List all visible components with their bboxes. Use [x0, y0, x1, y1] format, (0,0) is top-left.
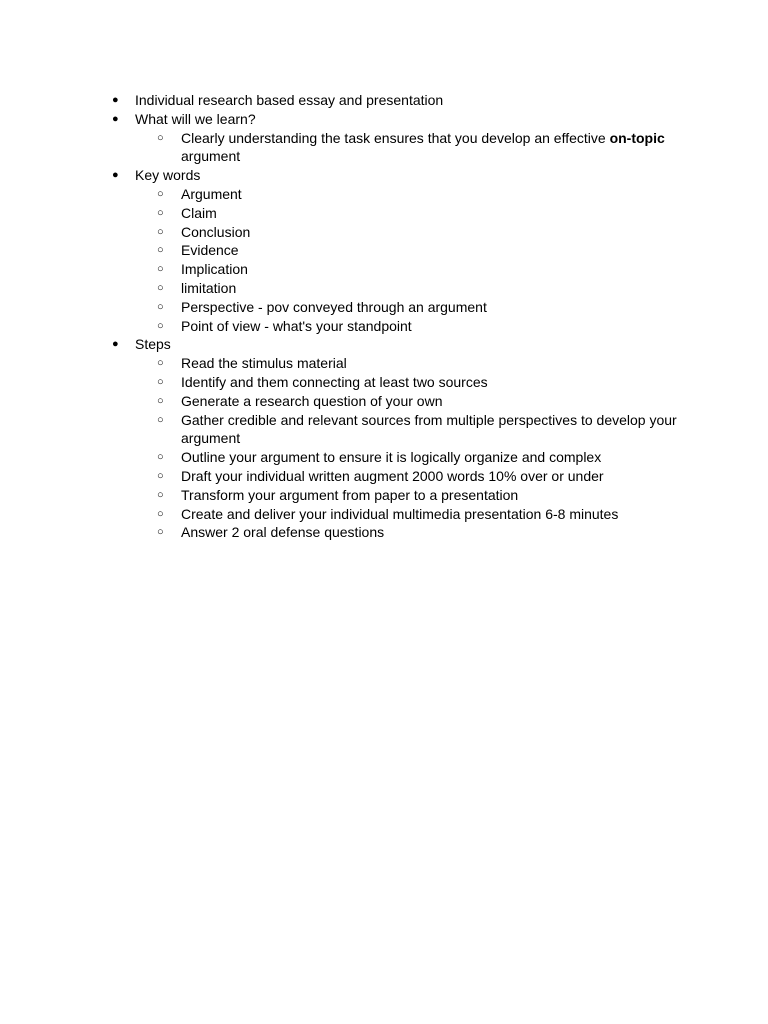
list-item-text-tail: argument	[181, 148, 241, 165]
list-item-text: Identify and them connecting at least two sources	[181, 373, 488, 390]
hollow-bullet-icon: ○	[157, 375, 164, 388]
hollow-bullet-icon: ○	[157, 319, 164, 332]
hollow-bullet-icon: ○	[157, 507, 164, 520]
sub-list-item	[112, 392, 682, 411]
hollow-bullet-icon: ○	[157, 225, 164, 238]
hollow-bullet-icon: ○	[157, 244, 164, 257]
sub-list-item	[112, 260, 682, 279]
list-item-text: Claim	[181, 204, 217, 221]
list-item-text: Argument	[181, 185, 242, 202]
list-item-text: Implication	[181, 261, 248, 278]
list-item	[112, 110, 682, 129]
sub-list-item	[112, 354, 682, 373]
sub-list-item	[112, 448, 682, 467]
sub-list-item	[112, 467, 682, 486]
bullet-icon: ●	[112, 169, 119, 182]
list-item-text: Answer 2 oral defense questions	[181, 524, 385, 541]
sub-list-item	[112, 279, 682, 298]
list-item-text: Draft your individual written augment 2000 words 10% over or under	[181, 467, 604, 484]
list-item-text: Conclusion	[181, 223, 251, 240]
emphasis-text: on-topic	[609, 129, 665, 146]
list-item-text: Point of view - what's your standpoint	[181, 317, 412, 334]
hollow-bullet-icon: ○	[157, 206, 164, 219]
bullet-icon: ●	[112, 112, 119, 125]
list-item-text: Individual research based essay and presentation	[135, 92, 444, 108]
hollow-bullet-icon: ○	[157, 526, 164, 539]
list-item-text: Create and deliver your individual multimedia presentation 6-8 minutes	[181, 505, 619, 522]
list-item-text: Outline your argument to ensure it is logically organize and complex	[181, 449, 602, 466]
hollow-bullet-icon: ○	[157, 263, 164, 276]
list-item-text: Generate a research question of your own	[181, 392, 443, 409]
hollow-bullet-icon: ○	[157, 451, 164, 464]
hollow-bullet-icon: ○	[157, 300, 164, 313]
list-item-text: limitation	[181, 279, 237, 296]
sub-list-item	[112, 505, 682, 524]
list-item	[112, 166, 682, 185]
list-item	[112, 335, 682, 354]
hollow-bullet-icon: ○	[157, 281, 164, 294]
list-item	[112, 91, 682, 110]
hollow-bullet-icon: ○	[157, 131, 164, 144]
bullet-icon: ●	[112, 338, 119, 351]
sub-list-item	[112, 185, 682, 204]
list-item-text: What will we learn?	[135, 110, 256, 127]
sub-list-item	[112, 129, 682, 167]
list-item-text: Clearly understanding the task ensures that you develop an effective	[181, 129, 610, 146]
list-item-text: Evidence	[181, 242, 239, 259]
hollow-bullet-icon: ○	[157, 357, 164, 370]
list-item-text: Transform your argument from paper to a presentation	[181, 486, 519, 503]
hollow-bullet-icon: ○	[157, 488, 164, 501]
list-item-text: Steps	[135, 336, 171, 353]
sub-list-item	[112, 523, 682, 542]
sub-list-item	[112, 317, 682, 336]
hollow-bullet-icon: ○	[157, 413, 164, 426]
list-item-text: Gather credible and relevant sources from multiple perspectives to develop your argument	[181, 411, 677, 447]
sub-list-item	[112, 204, 682, 223]
bullet-icon: ●	[112, 94, 119, 106]
sub-list-item	[112, 241, 682, 260]
list-item-text: Read the stimulus material	[181, 355, 347, 372]
sub-list-item	[112, 298, 682, 317]
sub-list-item	[112, 223, 682, 242]
sub-list-item	[112, 373, 682, 392]
hollow-bullet-icon: ○	[157, 187, 164, 200]
bullet-list	[112, 91, 682, 542]
list-item-text: Perspective - pov conveyed through an argument	[181, 298, 487, 315]
sub-list-item	[112, 486, 682, 505]
hollow-bullet-icon: ○	[157, 469, 164, 482]
list-item-text: Key words	[135, 167, 201, 184]
hollow-bullet-icon: ○	[157, 394, 164, 407]
sub-list-item	[112, 411, 682, 449]
